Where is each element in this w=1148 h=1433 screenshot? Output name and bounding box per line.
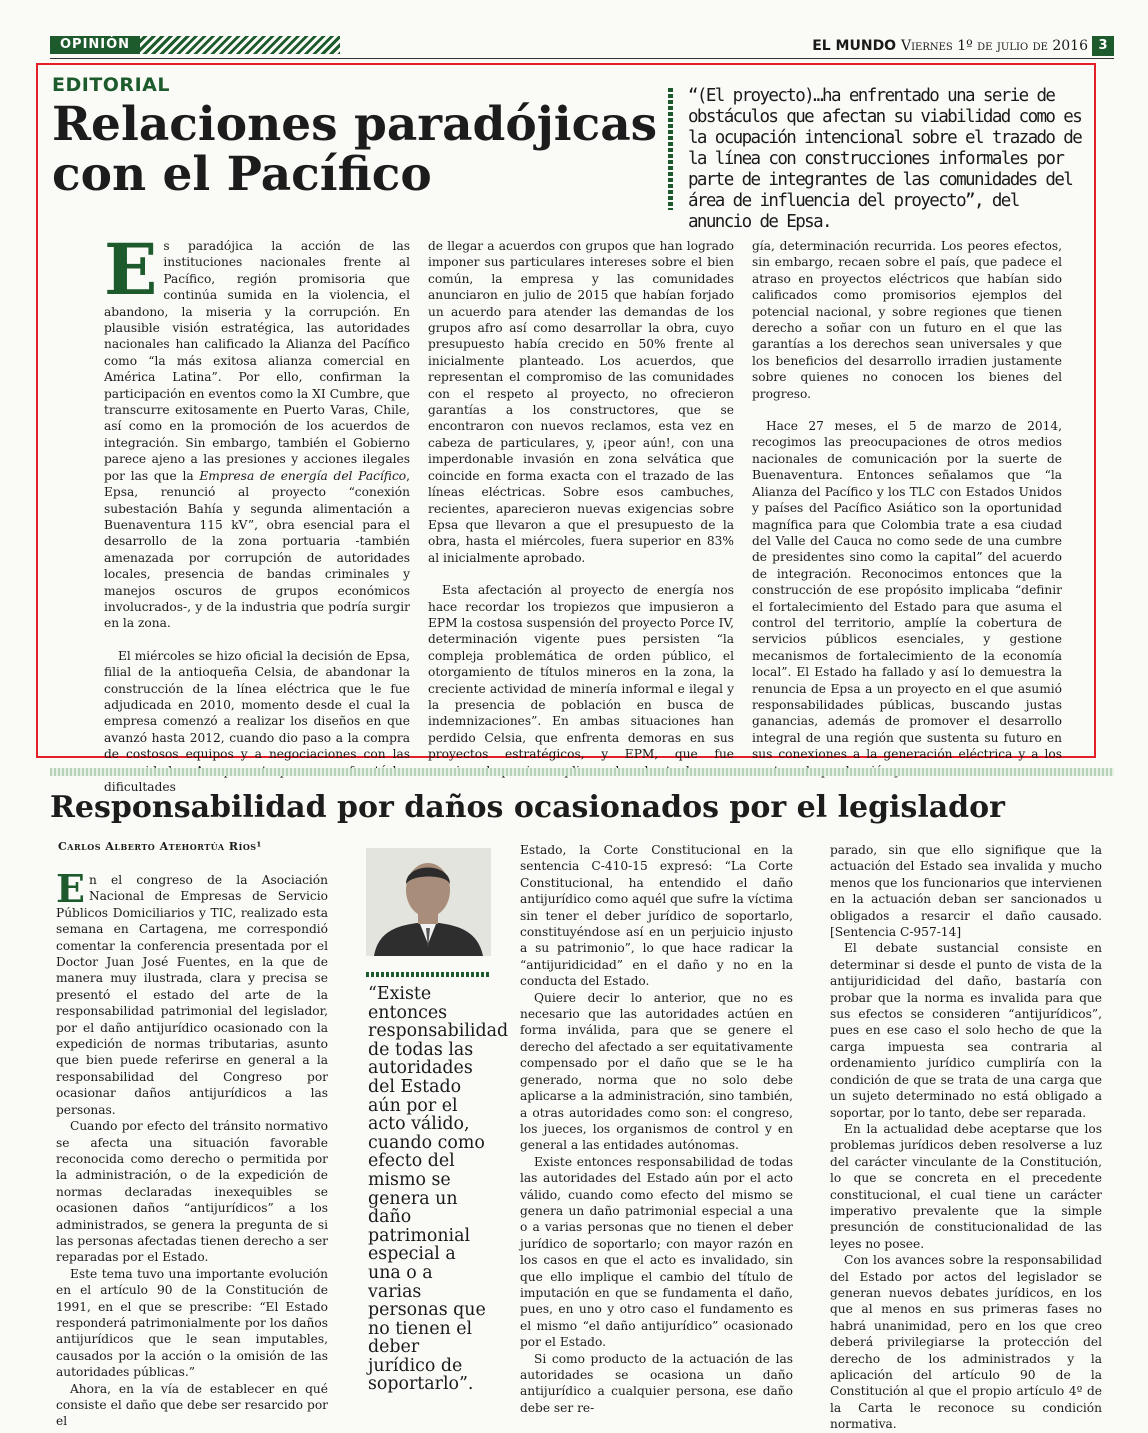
article-side-quote: “Existe entonces responsabilidad de todas las autoridades del Estado aún por el acto válido, cuando como efecto del mismo se genera un daño patrimonial especial a una o a varias personas que no tienen el deber jurídico de soportarlo”. (368, 984, 509, 1395)
pull-quote-bar (668, 88, 673, 210)
paragraph: Con los avances sobre la responsabilidad del Estado por actos del legislador se generan nuevos debates jurídicos, en los que al menos en sus primeras fases no habrá unanimidad, pero en los que creo deberá privilegiarse la protección del derecho de los administrados y la aplicación del artículo 90 de la Constitución al que el propio artículo 4º de la Carta le reconoce su condición normativa. (830, 1253, 1102, 1432)
paragraph: Hace 27 meses, el 5 de marzo de 2014, recogimos las preocupaciones de otros medios nacionales de comunicación por la suerte de Buenaventura. Entonces señalamos que “la Alianza del Pacífico y los TLC con Estados Unidos y países del Pacífico Asiático son la oportunidad magnífica para que Colombia trate a esa ciudad del Valle del Cauca no como sede de una cumbre de presidentes sino como la capital” del acuerdo de integración. Reconocimos entonces que la construcción de ese propósito implicaba “definir el fortalecimiento del Estado para que asuma el control del territorio, amplíe la cobertura de servicios públicos esenciales, y gestione mecanismos de fortalecimiento de la economía local”. El Estado ha fallado y así lo demuestra la renuncia de Epsa a un proyecto en el que asumió responsabilidades públicas, buscando justas ganancias, además de promover el desarrollo integral de una región que sustenta su futuro en sus conexiones a la generación eléctrica y a los (752, 419, 1062, 762)
paragraph: El miércoles se hizo oficial la decisión de Epsa, filial de la antioqueña Celsia, de abandonar la construcción de la línea eléctrica que le fue adjudicada en 2010, momento desde el cual la empresa comenzó a realizar los diseños en que avanzó hasta 2012, cuando dio paso a la compra de costosos equipos y a negociaciones con las dificultades (104, 648, 410, 794)
paragraph: n el congreso de la Asociación Nacional de Empresas de Servicio Públicos Domiciliarios y TIC, realizado esta semana en Cartagena, me correspondió comentar la conferencia presentada por el Doctor Juan José Fuentes, en la que de manera muy ilustrada, clara y precisa se presentó el estado del arte de la responsabilidad patrimonial del legislador, por el daño antijurídico ocasionado con la expedición de normas tributarias, asunto que bien puede referirse en general a la responsabilidad del Congreso por ocasionar daños antijurídicos a las personas. (56, 873, 328, 1117)
article-column-2 (520, 842, 793, 1416)
editorial-kicker: EDITORIAL (52, 74, 170, 96)
header-rule (50, 58, 1114, 59)
paragraph: Estado, la Corte Constitucional en la sentencia C-410-15 expresó: “La Corte Constitucional, ha entendido el daño antijurídico como aquél que sufre la víctima sin tener el deber jurídico de soportarlo, constituyéndose así en un perjuicio injusto a su patrimonio”, lo que hace radicar la “antijuridicidad” en el daño y no en la conducta del Estado. (520, 843, 793, 989)
editorial-headline: Relaciones paradójicas con el Pacífico (52, 97, 658, 202)
section-divider (50, 768, 1114, 776)
editorial-column-3 (752, 238, 1062, 779)
newspaper-name: EL MUNDO (812, 38, 897, 54)
paragraph: s paradójica la acción de las instituciones nacionales frente al Pacífico, región promisoria que continúa sumida en la violencia, el abandono, la miseria y la corrupción. En plausible visión estratégica, las autoridades nacionales han calificado la Alianza del Pacífico como “la más exitosa alianza comercial en América Latina”. Por ello, confirman la participación en eventos como la XI Cumbre, que transcurre exitosamente en Puerto Varas, Chile, así como en la promoción de los acuerdos de integración. Sin embargo, también el Gobierno parece ajeno a las presiones y acciones ilegales por las que la Empresa de energía del Pacífico, Epsa, renunció al proyecto “conexión subestación Bahía y segunda alimentación a Buenaventura 115 kV”, obra esencial para el desarrollo de la zona portuaria -también amenazada por corrupción de autoridades locales, presencia de bandas criminales y manejos oscuros de grupos económicos involucrados-, y de la industria que podría surgir en la zona. (104, 239, 410, 631)
paragraph: gía, determinación recurrida. Los peores efectos, sin embargo, recaen sobre el país, que padece el atraso en proyectos eléctricos que habían sido calificados como promisorios ejemplos del potencial nacional, y sobre regiones que tienen derecho a soñar con un futuro en el que las garantías a los derechos sean universales y que los beneficios del desarrollo irradien justamente sobre quienes no conocen los bienes del progreso. (752, 239, 1062, 401)
article-headline: Responsabilidad por daños ocasionados por el legislador (50, 790, 1005, 825)
author-portrait-icon (366, 848, 491, 956)
paragraph: Quiere decir lo anterior, que no es necesario que las autoridades actúen en forma inválida, para que se genere el derecho del afectado a ser equitativamente compensado por el daño que se le ha generado, norma que no solo debe aplicarse a la administración, sino también, a otras autoridades como son: el congreso, los jueces, los organismos de control y en general a las entidades autónomas. (520, 990, 793, 1153)
paragraph: El debate sustancial consiste en determinar si desde el punto de vista de la antijuridicidad del daño, bastaría con probar que la norma es invalida para que sus efectos se consideren “antijurídicos”, pues en ese caso el solo hecho de que la carga impuesta sea contraria al ordenamiento jurídico cumpliría con la condición de que se trata de una carga que un sujeto determinado no está obligado a soportar, por lo tanto, debe ser reparada. (830, 941, 1102, 1120)
drop-cap: E (56, 866, 85, 911)
article-column-3 (830, 842, 1102, 1433)
side-quote-bar (366, 972, 491, 977)
editorial-column-2 (428, 238, 734, 779)
page-number: 3 (1092, 36, 1114, 56)
author-photo (366, 848, 491, 956)
paragraph: Este tema tuvo una importante evolución en el artículo 90 de la Constitución de 1991, en el que se prescribe: “El Estado responderá patrimonialmente por los daños antijurídicos que le sean imputables, causados por la acción o la omisión de las autoridades públicas.” (56, 1266, 328, 1380)
paragraph: En la actualidad debe aceptarse que los problemas jurídicos deben resolverse a luz del carácter vinculante de la Constitución, lo que se concreta en el precedente constitucional, el cual tiene un carácter imperativo prevalente que la simple presunción de constitucionalidad de las leyes no posee. (830, 1121, 1102, 1251)
paragraph: Ahora, en la vía de establecer en qué consiste el daño que debe ser resarcido por el (56, 1381, 328, 1429)
paragraph: Si como producto de la actuación de las autoridades se ocasiona un daño antijurídico a cualquier persona, ese daño debe ser re- (520, 1351, 793, 1415)
editorial-pull-quote: “(El proyecto)…ha enfrentado una serie de obstáculos que afectan su viabilidad como es la ocupación intencional sobre el trazado de la línea con construcciones informales por parte de integrantes de las comunidades del área de influencia del proyecto”, del anuncio de Epsa. (688, 86, 1082, 232)
drop-cap: E (104, 228, 158, 311)
author-byline: Carlos Alberto Atehortúa Ríos¹ (58, 840, 262, 853)
article-column-1 (56, 866, 328, 1430)
paragraph: de llegar a acuerdos con grupos que han logrado imponer sus particulares intereses sobre el bien común, la empresa y las comunidades anunciaron en julio de 2015 que habían forjado un acuerdo para atender las demandas de los grupos afro así como desarrollar la obra, cuyo presupuesto había crecido en 50% frente al inicialmente planteado. Los acuerdos, que representan el compromiso de las comunidades con el respeto al proyecto, no ofrecieron garantías a los constructores, que se encontraron con nuevos reclamos, esta vez en cabeza de particulares, y, ¡peor aún!, con una imperdonable invasión en zona selvática que coincide en forma exacta con el trazado de las líneas eléctricas. Sobre esos cambuches, recientes, aparecieron nuevas exigencias sobre Epsa que llevaron a que el presupuesto de la obra, hasta el miércoles, fuera superior en 83% al inicialmente aprobado. (428, 239, 734, 565)
paragraph: Cuando por efecto del tránsito normativo se afecta una situación favorable reconocida como derecho o permitida por la administración, o de la expedición de normas declaradas inexequibles se ocasionen daños “antijurídicos” a los administrados, se genera la pregunta de si las personas afectadas tienen derecho a ser reparadas por el Estado. (56, 1119, 328, 1265)
masthead (812, 38, 1088, 54)
paragraph: Existe entonces responsabilidad de todas las autoridades del Estado aún por el acto válido, cuando como efecto del mismo se genera un daño patrimonial especial a una o a varias personas que no tienen el deber jurídico de soportarlo; con mayor razón en los casos en que el acto es invalidado, sin que ello implique el cambio del título de imputación en que se fundamenta el daño, pues, en uno y otro caso el fundamento es el mismo “el daño antijurídico” ocasionado por el Estado. (520, 1154, 793, 1350)
paragraph: Esta afectación al proyecto de energía nos hace recordar los tropiezos que impusieron a EPM la costosa suspensión del proyecto Porce IV, determinación vigente pues persisten “la compleja problemática de orden público, el otorgamiento de títulos mineros en la zona, la creciente actividad de minería informal e ilegal y la presencia de población en busca de indemnizaciones”. En ambas situaciones han perdido Celsia, que enfrenta demoras en sus proyectos estratégicos, y EPM, que fue (428, 583, 734, 762)
issue-date: Viernes 1º de julio de 2016 (900, 38, 1088, 54)
section-label: OPINIÓN (50, 36, 140, 54)
editorial-column-1 (104, 228, 410, 795)
paragraph: parado, sin que ello signifique que la actuación del Estado sea invalida y mucho menos que los funcionarios que intervienen en la actuación deban ser sancionados u obligados a resarcir el daño causado. [Sentencia C-957-14] (830, 843, 1102, 940)
